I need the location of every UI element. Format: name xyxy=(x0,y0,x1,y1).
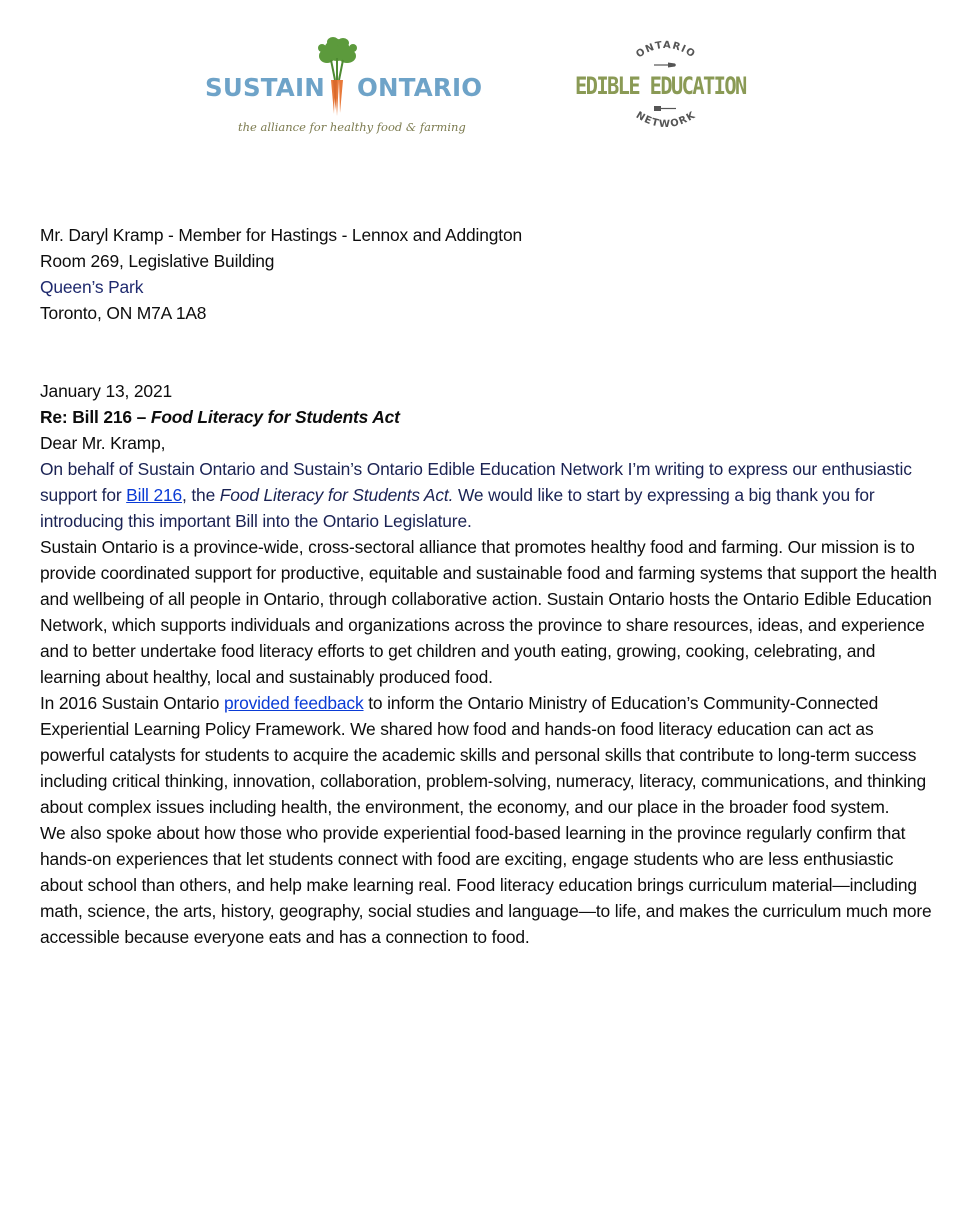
carrot-icon xyxy=(313,36,361,116)
provided-feedback-link[interactable]: provided feedback xyxy=(223,693,364,713)
paragraph-intro xyxy=(40,456,940,534)
para3-text: In 2016 Sustain Ontario xyxy=(40,693,224,713)
address-line-room: Room 269, Legislative Building xyxy=(40,251,275,271)
para1-text-3: We would like to start by expressing a big thank you for introducing this important Bill into the Ontario Legislature. xyxy=(40,485,875,531)
address-line-name: Mr. Daryl Kramp - Member for Hastings - Lennox and Addington xyxy=(40,225,523,245)
arc-bottom-text: NETWORK xyxy=(633,109,699,131)
spatula-icon xyxy=(654,106,676,111)
logo-word-sustain: SUSTAIN xyxy=(205,73,325,102)
letter-date: January 13, 2021 xyxy=(40,381,172,401)
subject-line xyxy=(40,404,940,430)
logo-edible-education-text: EDIBLE EDUCATION xyxy=(575,72,746,100)
edible-education-logo xyxy=(572,36,760,136)
recipient-address xyxy=(40,222,940,326)
para1-text: On behalf of Sustain Ontario and Sustain’s Ontario Edible Education Network I’m writing to express our enthusiastic support for xyxy=(40,459,912,505)
paragraph-experiential-learning: We also spoke about how those who provide experiential food-based learning in the province regularly confirm that hands-on experiences that let students connect with food are exciting, engage students who are less enthusiastic about school than others, and help make learning real. Food literacy education brings curriculum material—including math, science, the arts, history, geography, social studies and language—to life, and makes the curriculum much more accessible because everyone eats and has a connection to food. xyxy=(40,823,932,947)
arc-top-text: ONTARIO xyxy=(634,39,698,61)
fork-icon xyxy=(654,63,676,68)
paragraph-2016-feedback xyxy=(40,690,940,820)
address-line-city: Toronto, ON M7A 1A8 xyxy=(40,303,207,323)
address-line-park: Queen’s Park xyxy=(40,277,144,297)
subject-title: Food Literacy for Students Act xyxy=(150,407,400,427)
logo-tagline: the alliance for healthy food & farming xyxy=(238,120,466,134)
para1-text-2: , the xyxy=(182,485,220,505)
act-title-italic: Food Literacy for Students Act. xyxy=(219,485,454,505)
salutation: Dear Mr. Kramp, xyxy=(40,433,166,453)
logo-word-ontario: ONTARIO xyxy=(357,73,483,102)
subject-prefix: Re: Bill 216 – xyxy=(40,407,151,427)
bill-216-link[interactable]: Bill 216 xyxy=(126,485,183,505)
para3-text-2: to inform the Ontario Ministry of Education’s Community-Connected Experiential Learning Policy Framework. We shared how food and hands-on food literacy education can act as powerful catalysts for students to acquire the academic skills and personal skills that contribute to long-term success including critical thinking, innovation, collaboration, problem-solving, numeracy, literacy, communications, and thinking about complex issues including health, the environment, the economy, and our place in the broader food system. xyxy=(40,693,926,817)
letter-body xyxy=(40,222,940,950)
paragraph-about-sustain: Sustain Ontario is a province-wide, cross-sectoral alliance that promotes healthy food and farming. Our mission is to provide coordinated support for productive, equitable and sustainable food and farming systems that support the health and wellbeing of all people in Ontario, through collaborative action. Sustain Ontario hosts the Ontario Edible Education Network, which supports individuals and organizations across the province to share resources, ideas, and experience and to better undertake food literacy efforts to get children and youth eating, growing, cooking, celebrating, and learning about healthy, local and sustainably produced food. xyxy=(40,537,937,687)
sustain-ontario-logo xyxy=(200,30,485,140)
